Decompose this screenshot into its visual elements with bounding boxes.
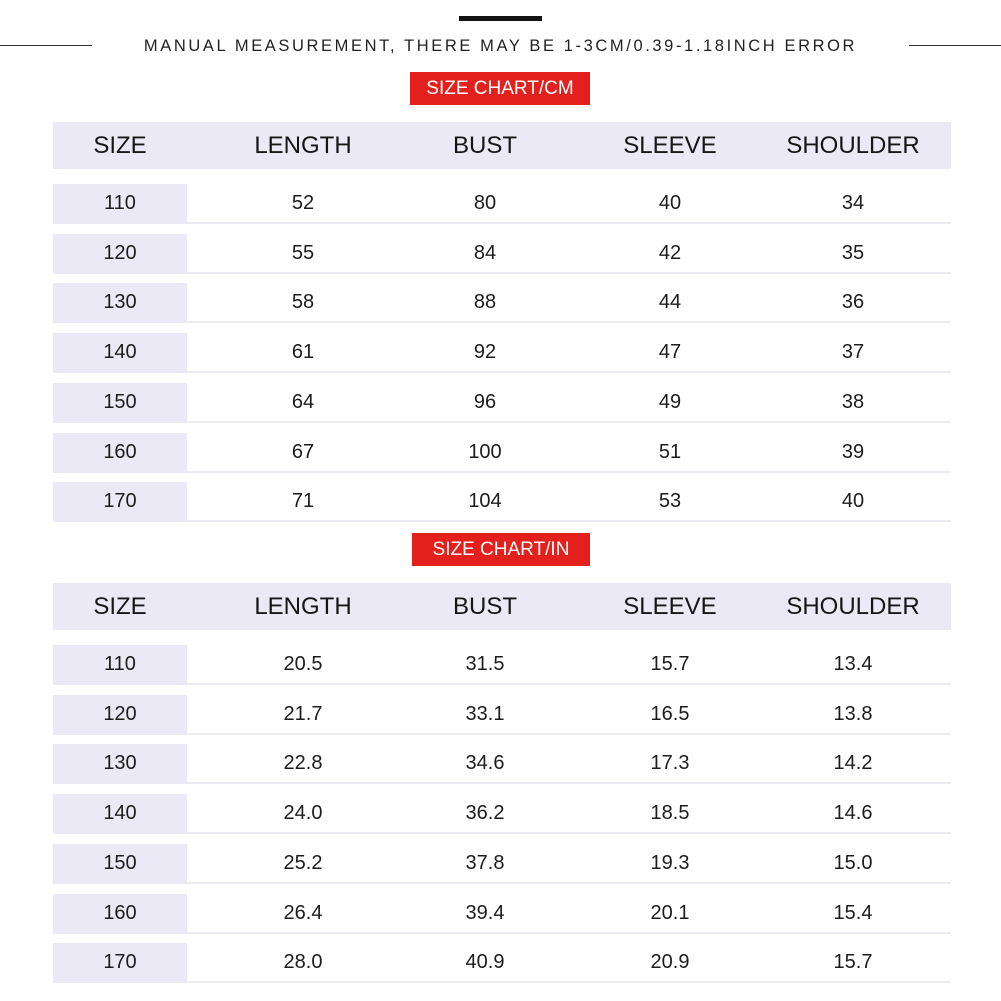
- size-value: 120: [103, 703, 137, 725]
- row-divider: [187, 932, 951, 934]
- shoulder-value: 15.0: [833, 852, 873, 874]
- bust-value: 84: [473, 242, 497, 264]
- row-divider: [187, 321, 951, 323]
- sleeve-value: 16.5: [650, 703, 690, 725]
- sleeve-value: 40: [658, 192, 682, 214]
- header-bust: BUST: [452, 132, 517, 159]
- size-value: 140: [103, 341, 137, 363]
- sleeve-value: 19.3: [650, 852, 690, 874]
- bust-value: 34.6: [465, 752, 505, 774]
- table-row: [53, 794, 951, 834]
- sleeve-value: 42: [658, 242, 682, 264]
- table-row: [53, 333, 951, 373]
- length-value: 28.0: [283, 951, 323, 973]
- sleeve-value: 44: [658, 291, 682, 313]
- notice-divider-right: [909, 45, 1001, 46]
- sleeve-value: 47: [658, 341, 682, 363]
- bust-value: 100: [468, 441, 502, 463]
- header-size: SIZE: [93, 593, 147, 620]
- length-value: 64: [291, 391, 315, 413]
- size-chart-cm-title: SIZE CHART/CM: [410, 72, 590, 105]
- shoulder-value: 40: [841, 490, 865, 512]
- table-row: [53, 943, 951, 983]
- bust-value: 96: [473, 391, 497, 413]
- header-sleeve: SLEEVE: [623, 593, 717, 620]
- notice-text: MANUAL MEASUREMENT, THERE MAY BE 1-3CM/0.39-1.18INCH ERROR: [143, 37, 858, 55]
- sleeve-value: 20.9: [650, 951, 690, 973]
- shoulder-value: 34: [841, 192, 865, 214]
- table-row: [53, 482, 951, 522]
- size-value: 150: [103, 391, 137, 413]
- bust-value: 104: [468, 490, 502, 512]
- row-divider: [187, 520, 951, 522]
- size-value: 110: [104, 192, 136, 214]
- table-row: [53, 695, 951, 735]
- size-value: 170: [103, 951, 137, 973]
- bust-value: 80: [473, 192, 497, 214]
- length-value: 67: [291, 441, 315, 463]
- table-row: [53, 894, 951, 934]
- bust-value: 37.8: [465, 852, 505, 874]
- length-value: 52: [291, 192, 315, 214]
- table-row: [53, 283, 951, 323]
- shoulder-value: 14.6: [833, 802, 873, 824]
- size-value: 130: [103, 752, 137, 774]
- length-value: 21.7: [283, 703, 323, 725]
- sleeve-value: 15.7: [650, 653, 690, 675]
- row-divider: [187, 683, 951, 685]
- header-length: LENGTH: [254, 132, 352, 159]
- shoulder-value: 15.4: [833, 902, 873, 924]
- length-value: 71: [291, 490, 315, 512]
- bust-value: 36.2: [465, 802, 505, 824]
- length-value: 20.5: [283, 653, 323, 675]
- table-row: [53, 645, 951, 685]
- size-value: 170: [103, 490, 137, 512]
- header-shoulder: SHOULDER: [786, 593, 920, 620]
- size-value: 130: [103, 291, 137, 313]
- header-bust: BUST: [452, 593, 517, 620]
- shoulder-value: 15.7: [833, 951, 873, 973]
- bust-value: 31.5: [465, 653, 505, 675]
- size-value: 110: [104, 653, 136, 675]
- top-decorative-bar: [459, 16, 542, 21]
- measurement-notice: [0, 36, 1001, 56]
- table-row: [53, 433, 951, 473]
- notice-divider-left: [0, 45, 92, 46]
- table-row: [53, 844, 951, 884]
- bust-value: 33.1: [465, 703, 505, 725]
- sleeve-value: 20.1: [650, 902, 690, 924]
- shoulder-value: 13.4: [833, 653, 873, 675]
- shoulder-value: 38: [841, 391, 865, 413]
- bust-value: 92: [473, 341, 497, 363]
- length-value: 22.8: [283, 752, 323, 774]
- row-divider: [187, 272, 951, 274]
- shoulder-value: 14.2: [833, 752, 873, 774]
- sleeve-value: 53: [658, 490, 682, 512]
- row-divider: [187, 782, 951, 784]
- length-value: 26.4: [283, 902, 323, 924]
- table-row: [53, 383, 951, 423]
- table-row: [53, 184, 951, 224]
- sleeve-value: 51: [658, 441, 682, 463]
- size-value: 120: [103, 242, 137, 264]
- row-divider: [187, 421, 951, 423]
- sleeve-value: 18.5: [650, 802, 690, 824]
- row-divider: [187, 371, 951, 373]
- sleeve-value: 17.3: [650, 752, 690, 774]
- bust-value: 40.9: [465, 951, 505, 973]
- row-divider: [187, 222, 951, 224]
- row-divider: [187, 832, 951, 834]
- size-value: 160: [103, 902, 137, 924]
- length-value: 55: [291, 242, 315, 264]
- shoulder-value: 13.8: [833, 703, 873, 725]
- header-shoulder: SHOULDER: [786, 132, 920, 159]
- row-divider: [187, 733, 951, 735]
- size-value: 140: [103, 802, 137, 824]
- shoulder-value: 37: [841, 341, 865, 363]
- header-sleeve: SLEEVE: [623, 132, 717, 159]
- shoulder-value: 35: [841, 242, 865, 264]
- length-value: 24.0: [283, 802, 323, 824]
- table-header: [53, 122, 951, 169]
- shoulder-value: 36: [841, 291, 865, 313]
- length-value: 25.2: [283, 852, 323, 874]
- length-value: 61: [291, 341, 315, 363]
- header-size: SIZE: [93, 132, 147, 159]
- size-chart-in-title: SIZE CHART/IN: [412, 533, 590, 566]
- header-length: LENGTH: [254, 593, 352, 620]
- size-value: 160: [103, 441, 137, 463]
- row-divider: [187, 981, 951, 983]
- sleeve-value: 49: [658, 391, 682, 413]
- row-divider: [187, 882, 951, 884]
- size-value: 150: [103, 852, 137, 874]
- row-divider: [187, 471, 951, 473]
- length-value: 58: [291, 291, 315, 313]
- table-header: [53, 583, 951, 630]
- bust-value: 88: [473, 291, 497, 313]
- table-row: [53, 744, 951, 784]
- bust-value: 39.4: [465, 902, 505, 924]
- table-row: [53, 234, 951, 274]
- shoulder-value: 39: [841, 441, 865, 463]
